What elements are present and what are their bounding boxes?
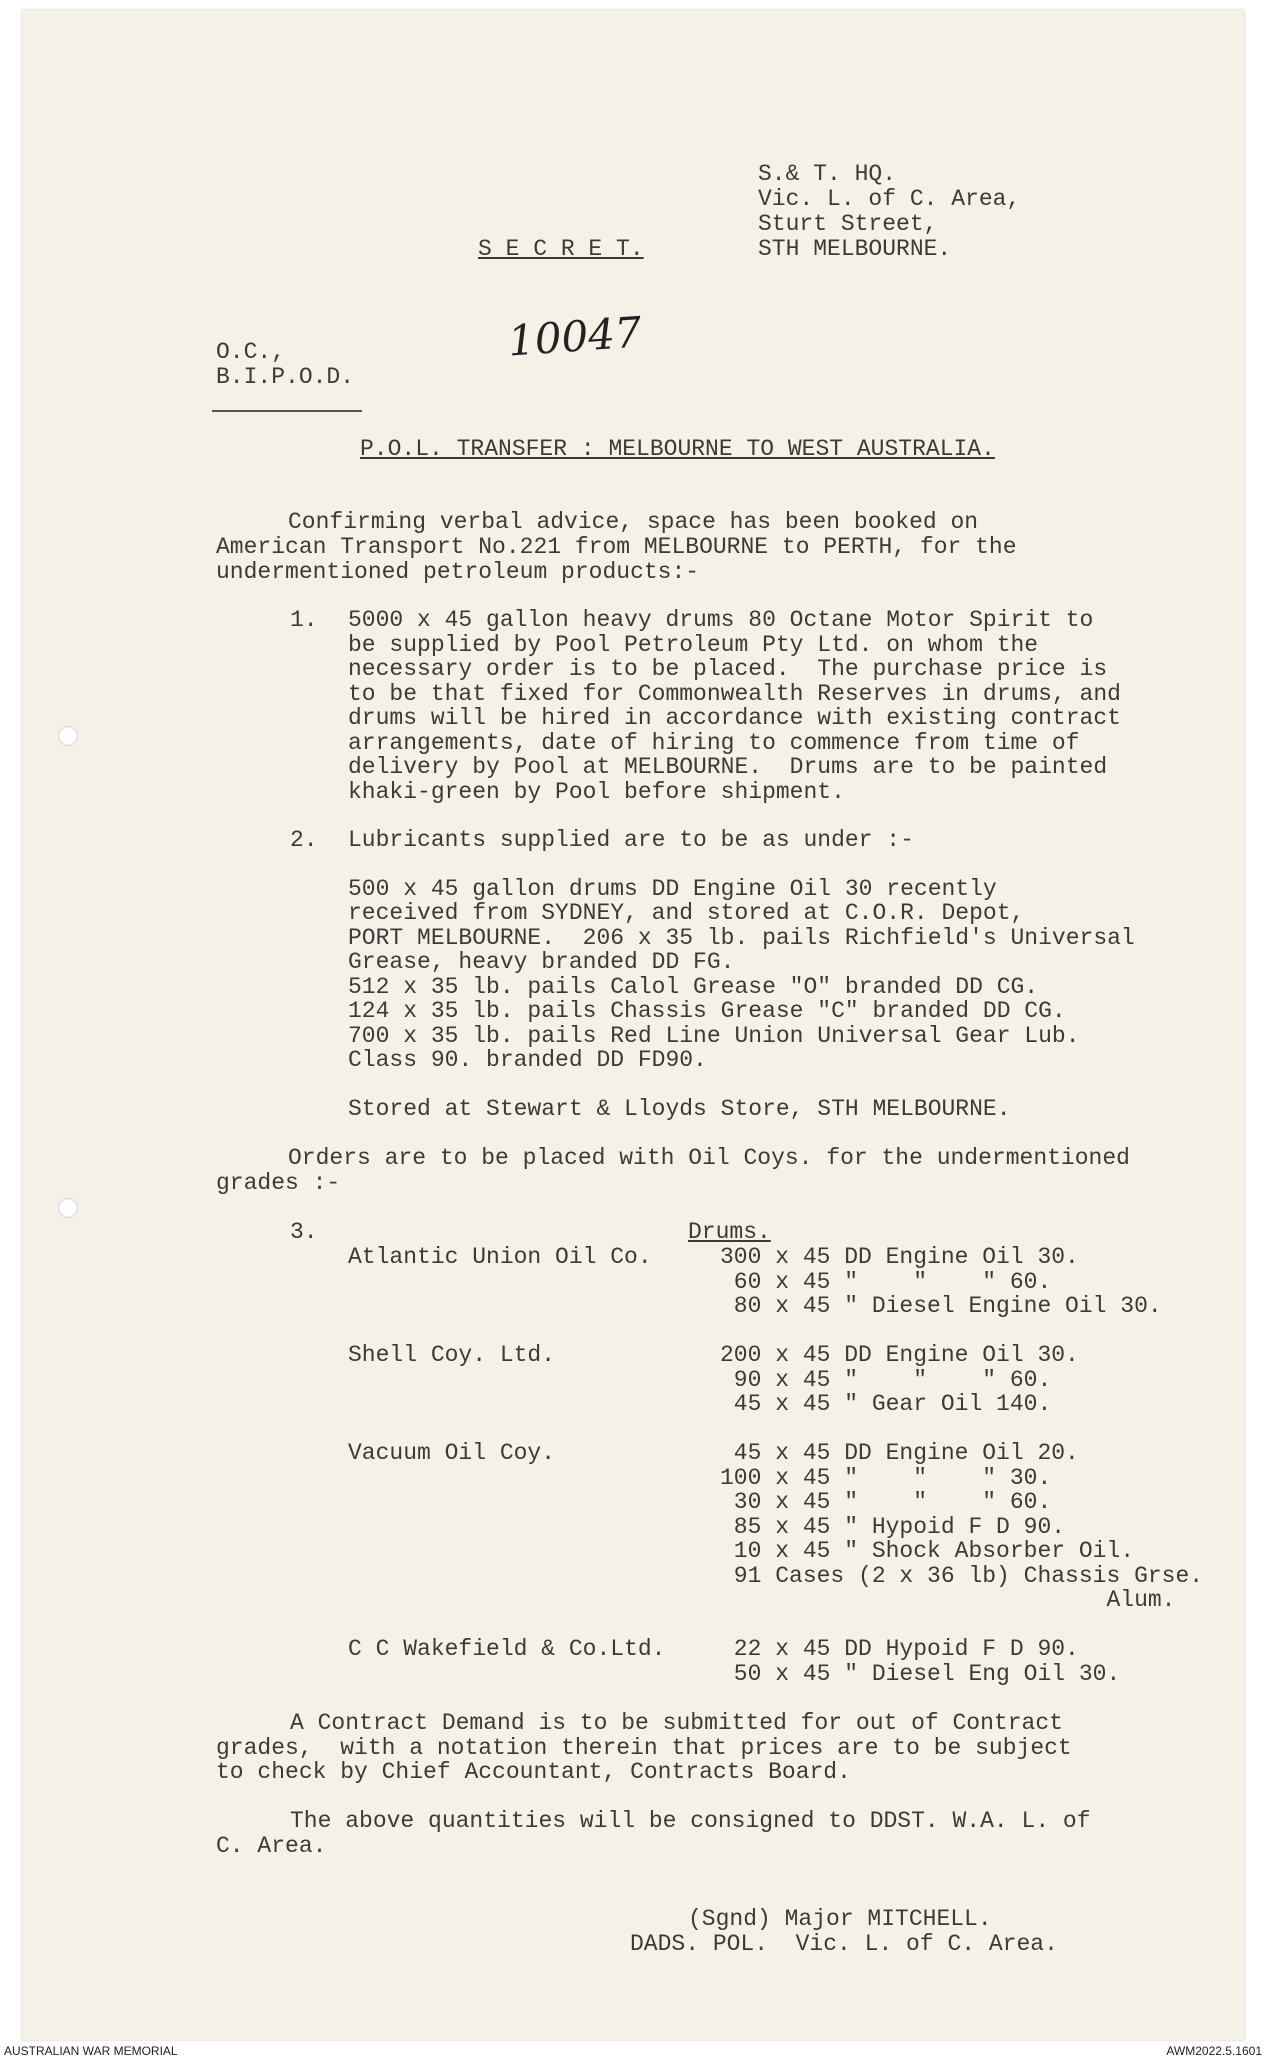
signature-line: (Sgnd) Major MITCHELL. (688, 1906, 992, 1932)
address-line: STH MELBOURNE. (758, 236, 952, 262)
order-line: 60 x 45 " " " 60. (720, 1269, 1052, 1295)
classification: S E C R E T. (478, 236, 644, 262)
item-line: arrangements, date of hiring to commence from time of (348, 730, 1080, 756)
item-line: delivery by Pool at MELBOURNE. Drums are to be painted (348, 754, 1108, 780)
item-line: 500 x 45 gallon drums DD Engine Oil 30 recently (348, 876, 997, 902)
paragraph-line: Orders are to be placed with Oil Coys. for the undermentioned (288, 1145, 1130, 1171)
recipient-line: O.C., (216, 339, 286, 365)
item-number: 1. (290, 607, 318, 633)
item-line: 700 x 35 lb. pails Red Line Union Universal Gear Lub. (348, 1023, 1080, 1049)
item-line: necessary order is to be placed. The purchase price is (348, 656, 1108, 682)
storage-note: Stored at Stewart & Lloyds Store, STH MELBOURNE. (348, 1096, 1011, 1122)
paragraph-line: A Contract Demand is to be submitted for out of Contract (290, 1710, 1063, 1736)
divider (212, 410, 362, 412)
footer-accession: AWM2022.5.1601 (1166, 2044, 1262, 2058)
paragraph-line: Confirming verbal advice, space has been booked on (288, 509, 979, 535)
item-line: received from SYDNEY, and stored at C.O.R. Depot, (348, 900, 1025, 926)
item-heading: Lubricants supplied are to be as under :- (348, 827, 914, 853)
paragraph-line: C. Area. (216, 1833, 327, 1859)
order-line: 10 x 45 " Shock Absorber Oil. (720, 1538, 1135, 1564)
item-line: 512 x 35 lb. pails Calol Grease "O" branded DD CG. (348, 974, 1039, 1000)
handwritten-reference: 10047 (506, 307, 644, 366)
order-line: 50 x 45 " Diesel Eng Oil 30. (720, 1661, 1121, 1687)
recipient-line: B.I.P.O.D. (216, 364, 355, 390)
company-name: Vacuum Oil Coy. (348, 1440, 556, 1466)
paragraph-line: The above quantities will be consigned to DDST. W.A. L. of (290, 1808, 1091, 1834)
address-line: Sturt Street, (758, 211, 938, 237)
item-number: 2. (290, 827, 318, 853)
subject-heading: P.O.L. TRANSFER : MELBOURNE TO WEST AUSTRALIA. (360, 436, 995, 462)
item-line: be supplied by Pool Petroleum Pty Ltd. on whom the (348, 632, 1039, 658)
order-line: 90 x 45 " " " 60. (720, 1367, 1052, 1393)
order-line: 45 x 45 DD Engine Oil 20. (720, 1440, 1079, 1466)
item-line: drums will be hired in accordance with existing contract (348, 705, 1121, 731)
order-line: 91 Cases (2 x 36 lb) Chassis Grse. (720, 1563, 1204, 1589)
company-name: Shell Coy. Ltd. (348, 1342, 556, 1368)
signature-line: DADS. POL. Vic. L. of C. Area. (630, 1931, 1058, 1957)
item-line: 5000 x 45 gallon heavy drums 80 Octane Motor Spirit to (348, 607, 1094, 633)
punch-hole (58, 1198, 78, 1218)
paragraph-line: to check by Chief Accountant, Contracts Board. (216, 1759, 851, 1785)
item-line: Class 90. branded DD FD90. (348, 1047, 707, 1073)
order-line: 30 x 45 " " " 60. (720, 1489, 1052, 1515)
address-line: S.& T. HQ. (758, 161, 897, 187)
item-line: PORT MELBOURNE. 206 x 35 lb. pails Richfield's Universal (348, 925, 1135, 951)
footer-institution: AUSTRALIAN WAR MEMORIAL (4, 2044, 178, 2058)
order-line: 80 x 45 " Diesel Engine Oil 30. (720, 1293, 1162, 1319)
item-line: khaki-green by Pool before shipment. (348, 779, 845, 805)
order-line: 45 x 45 " Gear Oil 140. (720, 1391, 1052, 1417)
order-line: 22 x 45 DD Hypoid F D 90. (720, 1636, 1079, 1662)
item-line: Grease, heavy branded DD FG. (348, 949, 735, 975)
paragraph-line: American Transport No.221 from MELBOURNE to PERTH, for the (216, 534, 1017, 560)
item-line: to be that fixed for Commonwealth Reserves in drums, and (348, 681, 1121, 707)
order-line: Alum. (720, 1587, 1176, 1613)
punch-hole (58, 726, 78, 746)
drums-header: Drums. (688, 1219, 771, 1245)
paragraph-line: grades :- (216, 1170, 341, 1196)
order-line: 100 x 45 " " " 30. (720, 1465, 1052, 1491)
company-name: Atlantic Union Oil Co. (348, 1244, 652, 1270)
item-number: 3. (290, 1219, 318, 1245)
company-name: C C Wakefield & Co.Ltd. (348, 1636, 666, 1662)
address-line: Vic. L. of C. Area, (758, 186, 1021, 212)
order-line: 200 x 45 DD Engine Oil 30. (720, 1342, 1079, 1368)
order-line: 85 x 45 " Hypoid F D 90. (720, 1514, 1066, 1540)
item-line: 124 x 35 lb. pails Chassis Grease "C" branded DD CG. (348, 998, 1066, 1024)
order-line: 300 x 45 DD Engine Oil 30. (720, 1244, 1079, 1270)
paragraph-line: grades, with a notation therein that prices are to be subject (216, 1735, 1072, 1761)
paragraph-line: undermentioned petroleum products:- (216, 559, 700, 585)
